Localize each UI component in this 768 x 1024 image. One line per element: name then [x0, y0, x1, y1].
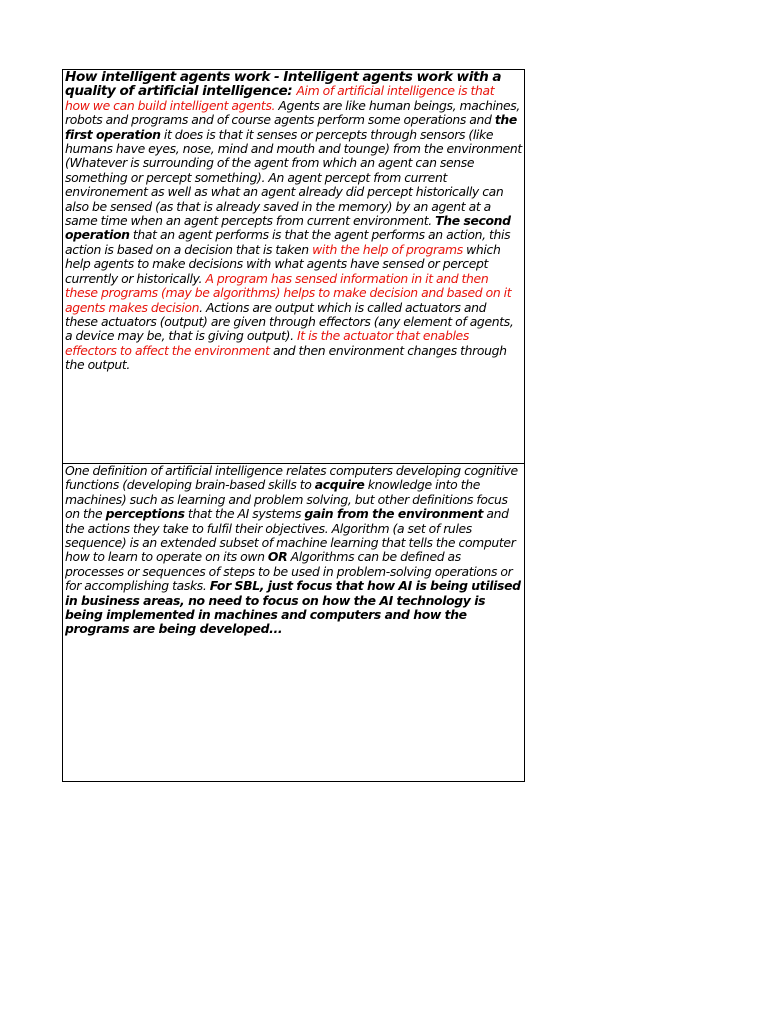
- text-segment-plain: One definition of artificial intelligence relates computers developing cognitive functions (developing brain-based skills to: [65, 463, 518, 493]
- text-segment-plain: . Actions are output which is called actuators and these actuators (output) are given through effectors (any element of agents, a device may be, that is giving output).: [65, 299, 514, 344]
- text-segment-plain: that an agent performs is that the agent performs an action, this action is based on a decision that is taken: [65, 227, 511, 257]
- text-segment-plain: that the AI systems: [184, 506, 305, 522]
- text-segment-plain: which help agents to make decisions with what agents have sensed or percept currently or historically.: [65, 241, 501, 286]
- text-segment-bold: OR: [267, 549, 288, 565]
- text-segment-red: with the help of programs: [312, 241, 463, 257]
- text-box-intelligent-agents: [62, 69, 525, 464]
- text-segment-plain: knowledge into the machines) such as learning and problem solving, but other definitions focus on the: [65, 477, 508, 522]
- text-segment-plain: Agents are like human beings, machines, robots and programs and of course agents perform some operations and: [65, 97, 521, 128]
- text-segment-red: It is the actuator that enables effectors to affect the environment: [65, 328, 469, 358]
- text-segment-bold: perceptions: [105, 506, 185, 522]
- text-segment-plain: and the actions they take to fulfil their objectives. Algorithm (a set of rules sequence) is an extended subset of machine learning that tells the computer how to learn to operate on its own: [65, 506, 516, 565]
- text-segment-red: A program has sensed information in it and then these programs (may be algorithms) helps to make decision and based on it agents makes decision: [65, 270, 512, 315]
- text-segment-red: Aim of artificial intelligence is that how we can build intelligent agents.: [65, 83, 495, 113]
- text-segment-bold: gain from the environment: [304, 506, 484, 522]
- text-segment-bold: the first operation: [65, 112, 517, 142]
- text-segment-bold: The second operation: [65, 213, 511, 243]
- text-segment-plain: Algorithms can be defined as processes or sequences of steps to be used in problem-solving operations or for accomplishing tasks.: [65, 549, 513, 594]
- text-box-ai-definition: [62, 463, 525, 782]
- text-segment-plain: it does is that it senses or percepts through sensors (like humans have eyes, nose, mind and mouth and tounge) from the environment (Whatever is surrounding of the agent from which an agent can sense something or percept something). An agent percept from current environement as well as what an agent already did percept historically can also be sensed (as that is already saved in the memory) by an agent at a same time when an agent percepts from current environment.: [65, 126, 522, 229]
- text-segment-bold: acquire: [314, 477, 365, 493]
- text-segment-plain: and then environment changes through the output.: [65, 342, 507, 373]
- paragraph-ai-definition: [65, 464, 522, 637]
- text-segment-bold: For SBL, just focus that how AI is being utilised in business areas, no need to focus on how the AI technology is being implemented in machines and computers and how the programs are being developed...: [65, 578, 521, 637]
- paragraph-intelligent-agents: [65, 70, 522, 373]
- text-segment-heading: How intelligent agents work - Intelligent agents work with a quality of artificial intelligence:: [65, 69, 502, 100]
